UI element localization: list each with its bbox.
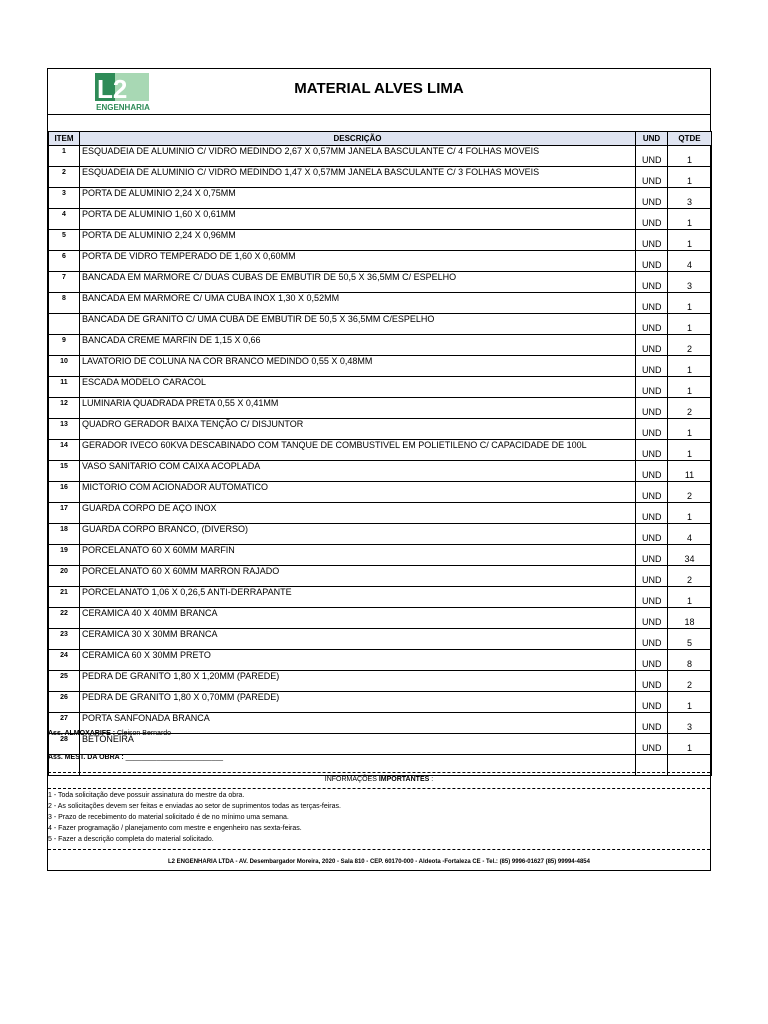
table-row <box>49 293 712 314</box>
item-cell: 9 <box>49 335 80 356</box>
quantity-cell: 1 <box>668 503 712 524</box>
unit-cell: UND <box>636 440 668 461</box>
table-row <box>49 356 712 377</box>
table-row <box>49 272 712 293</box>
logo-text: ENGENHARIA <box>96 103 150 112</box>
description-cell: CERAMICA 30 X 30MM BRANCA <box>80 629 636 650</box>
table-row <box>49 188 712 209</box>
page-title: MATERIAL ALVES LIMA <box>294 80 464 97</box>
item-cell: 18 <box>49 524 80 545</box>
unit-cell: UND <box>636 692 668 713</box>
item-cell: 28 <box>49 734 80 755</box>
table-row <box>49 503 712 524</box>
col-desc-header: DESCRIÇÃO <box>80 132 636 146</box>
unit-cell: UND <box>636 608 668 629</box>
item-cell: 16 <box>49 482 80 503</box>
mestre-label: Ass. MEST. DA OBRA : <box>48 754 124 761</box>
table-header-row <box>49 132 712 146</box>
quantity-cell: 8 <box>668 650 712 671</box>
logo-mark: L2 <box>97 74 128 104</box>
description-cell: GUARDA CORPO DE AÇO INOX <box>80 503 636 524</box>
signature-almoxarife <box>48 730 171 737</box>
table-row <box>49 419 712 440</box>
unit-cell: UND <box>636 503 668 524</box>
info-item: 3 - Prazo de recebimento do material solicitado é de no mínimo uma semana. <box>48 814 289 821</box>
quantity-cell: 34 <box>668 545 712 566</box>
item-cell: 19 <box>49 545 80 566</box>
description-cell: BANCADA DE GRANITO C/ UMA CUBA DE EMBUTIR DE 50,5 X 36,5MM C/ESPELHO <box>80 314 636 335</box>
description-cell: PORCELANATO 60 X 60MM MARRON RAJADO <box>80 566 636 587</box>
unit-cell: UND <box>636 251 668 272</box>
description-cell: ESQUADEIA DE ALUMINIO C/ VIDRO MEDINDO 2,67 X 0,57MM JANELA BASCULANTE C/ 4 FOLHAS MOVEIS <box>80 146 636 167</box>
unit-cell: UND <box>636 587 668 608</box>
item-cell: 11 <box>49 377 80 398</box>
table-row <box>49 335 712 356</box>
quantity-cell: 3 <box>668 272 712 293</box>
description-cell: GERADOR IVECO 60KVA DESCABINADO COM TANQUE DE COMBUSTIVEL EM POLIETILENO C/ CAPACIDADE DE 100L <box>80 440 636 461</box>
unit-cell: UND <box>636 209 668 230</box>
table-row <box>49 545 712 566</box>
footer-address: L2 ENGENHARIA LTDA - AV. Desembargador Moreira, 2020 - Sala 810 - CEP. 60170-000 - Aldeota -Fortaleza CE - Tel.: (85) 9996-01627 (85) 99994-4854 <box>168 859 590 865</box>
table-row <box>49 587 712 608</box>
description-cell: LAVATORIO DE COLUNA NA COR BRANCO MEDINDO 0,55 X 0,48MM <box>80 356 636 377</box>
unit-cell: UND <box>636 230 668 251</box>
item-cell: 14 <box>49 440 80 461</box>
info-item: 5 - Fazer a descrição completa do material solicitado. <box>48 836 214 843</box>
info-item: 1 - Toda solicitação deve possuir assinatura do mestre da obra. <box>48 792 245 799</box>
unit-cell: UND <box>636 377 668 398</box>
quantity-cell: 1 <box>668 692 712 713</box>
material-table <box>48 131 712 776</box>
item-cell: 5 <box>49 230 80 251</box>
unit-cell: UND <box>636 545 668 566</box>
quantity-cell: 1 <box>668 230 712 251</box>
description-cell: PORTA DE ALUMINIO 2,24 X 0,96MM <box>80 230 636 251</box>
unit-cell: UND <box>636 566 668 587</box>
unit-cell: UND <box>636 356 668 377</box>
info-title <box>48 776 710 783</box>
unit-cell: UND <box>636 713 668 734</box>
table-row <box>49 377 712 398</box>
quantity-cell: 1 <box>668 440 712 461</box>
quantity-cell: 2 <box>668 398 712 419</box>
quantity-cell: 1 <box>668 356 712 377</box>
description-cell: ESQUADEIA DE ALUMINIO C/ VIDRO MEDINDO 1,47 X 0,57MM JANELA BASCULANTE C/ 3 FOLHAS MOVEIS <box>80 167 636 188</box>
table-row <box>49 482 712 503</box>
unit-cell: UND <box>636 419 668 440</box>
quantity-cell: 4 <box>668 524 712 545</box>
col-item-header: ITEM <box>49 132 80 146</box>
quantity-cell: 2 <box>668 671 712 692</box>
item-cell: 22 <box>49 608 80 629</box>
unit-cell: UND <box>636 167 668 188</box>
quantity-cell: 1 <box>668 419 712 440</box>
table-row <box>49 398 712 419</box>
quantity-cell: 1 <box>668 167 712 188</box>
description-cell: BANCADA EM MARMORE C/ UMA CUBA INOX 1,30 X 0,52MM <box>80 293 636 314</box>
table-row <box>49 146 712 167</box>
divider <box>48 772 710 773</box>
unit-cell: UND <box>636 272 668 293</box>
table-row <box>49 671 712 692</box>
unit-cell: UND <box>636 314 668 335</box>
description-cell: CERAMICA 40 X 40MM BRANCA <box>80 608 636 629</box>
item-cell: 2 <box>49 167 80 188</box>
quantity-cell: 2 <box>668 566 712 587</box>
unit-cell: UND <box>636 461 668 482</box>
unit-cell: UND <box>636 188 668 209</box>
table-row <box>49 566 712 587</box>
item-cell: 23 <box>49 629 80 650</box>
description-cell: CERAMICA 60 X 30MM PRETO <box>80 650 636 671</box>
item-cell: 4 <box>49 209 80 230</box>
quantity-cell: 18 <box>668 608 712 629</box>
divider <box>48 849 710 850</box>
table-row <box>49 650 712 671</box>
description-cell: PORTA SANFONADA BRANCA <box>80 713 636 734</box>
description-cell: LUMINARIA QUADRADA PRETA 0,55 X 0,41MM <box>80 398 636 419</box>
description-cell: QUADRO GERADOR BAIXA TENÇÃO C/ DISJUNTOR <box>80 419 636 440</box>
almoxarife-value: Cleison Bernardo <box>116 730 172 737</box>
table-row <box>49 692 712 713</box>
quantity-cell: 2 <box>668 335 712 356</box>
quantity-cell: 1 <box>668 587 712 608</box>
info-item: 2 - As solicitações devem ser feitas e enviadas ao setor de suprimentos todas as terças-feiras. <box>48 803 341 810</box>
quantity-cell: 1 <box>668 293 712 314</box>
table-body <box>49 146 712 776</box>
item-cell: 7 <box>49 272 80 293</box>
table-row <box>49 629 712 650</box>
unit-cell: UND <box>636 482 668 503</box>
quantity-cell: 1 <box>668 209 712 230</box>
unit-cell: UND <box>636 671 668 692</box>
description-cell: PORTA DE ALUMINIO 2,24 X 0,75MM <box>80 188 636 209</box>
signature-mestre <box>48 754 223 761</box>
table-row <box>49 524 712 545</box>
unit-cell: UND <box>636 629 668 650</box>
quantity-cell: 3 <box>668 188 712 209</box>
description-cell: BANCADA EM MARMORE C/ DUAS CUBAS DE EMBUTIR DE 50,5 X 36,5MM C/ ESPELHO <box>80 272 636 293</box>
description-cell: GUARDA CORPO BRANCO, (DIVERSO) <box>80 524 636 545</box>
item-cell: 12 <box>49 398 80 419</box>
item-cell: 15 <box>49 461 80 482</box>
description-cell: MICTORIO COM ACIONADOR AUTOMATICO <box>80 482 636 503</box>
description-cell: PORCELANATO 60 X 60MM MARFIN <box>80 545 636 566</box>
unit-cell: UND <box>636 734 668 755</box>
unit-cell: UND <box>636 146 668 167</box>
table-row <box>49 461 712 482</box>
unit-cell: UND <box>636 650 668 671</box>
table-row <box>49 251 712 272</box>
quantity-cell: 1 <box>668 314 712 335</box>
description-cell: PORCELANATO 1,06 X 0,26,5 ANTI-DERRAPANTE <box>80 587 636 608</box>
item-cell: 26 <box>49 692 80 713</box>
quantity-cell: 1 <box>668 146 712 167</box>
table-row <box>49 314 712 335</box>
table-row <box>49 608 712 629</box>
item-cell: 8 <box>49 293 80 314</box>
item-cell: 25 <box>49 671 80 692</box>
col-qtde-header: QTDE <box>668 132 712 146</box>
unit-cell: UND <box>636 335 668 356</box>
item-cell <box>49 314 80 335</box>
info-list <box>48 790 341 845</box>
item-cell: 10 <box>49 356 80 377</box>
info-title-prefix: INFORMAÇÕES <box>324 776 377 783</box>
description-cell: PEDRA DE GRANITO 1,80 X 1,20MM (PAREDE) <box>80 671 636 692</box>
quantity-cell: 5 <box>668 629 712 650</box>
item-cell: 13 <box>49 419 80 440</box>
quantity-cell: 2 <box>668 482 712 503</box>
description-cell: PORTA DE ALUMINIO 1,60 X 0,61MM <box>80 209 636 230</box>
description-cell: PORTA DE VIDRO TEMPERADO DE 1,60 X 0,60MM <box>80 251 636 272</box>
quantity-cell: 1 <box>668 734 712 755</box>
quantity-cell: 4 <box>668 251 712 272</box>
table-row <box>49 440 712 461</box>
quantity-cell: 11 <box>668 461 712 482</box>
item-cell: 3 <box>49 188 80 209</box>
material-sheet <box>47 68 711 871</box>
quantity-cell: 3 <box>668 713 712 734</box>
sheet-header <box>48 69 710 115</box>
description-cell: BANCADA CREME MARFIN DE 1,15 X 0,66 <box>80 335 636 356</box>
item-cell: 21 <box>49 587 80 608</box>
divider <box>48 788 710 789</box>
table-row <box>49 167 712 188</box>
description-cell: PEDRA DE GRANITO 1,80 X 0,70MM (PAREDE) <box>80 692 636 713</box>
item-cell: 24 <box>49 650 80 671</box>
description-cell: VASO SANITARIO COM CAIXA ACOPLADA <box>80 461 636 482</box>
unit-cell: UND <box>636 293 668 314</box>
almoxarife-label: Ass. ALMOXARIFE : <box>48 730 116 737</box>
unit-cell: UND <box>636 524 668 545</box>
info-item: 4 - Fazer programação / planejamento com mestre e engenheiro nas sexta-feiras. <box>48 825 302 832</box>
item-cell: 27 <box>49 713 80 734</box>
item-cell: 6 <box>49 251 80 272</box>
item-cell: 1 <box>49 146 80 167</box>
info-title-bold: IMPORTANTES <box>378 776 430 783</box>
table-row <box>49 230 712 251</box>
quantity-cell: 1 <box>668 377 712 398</box>
description-cell: BETONEIRA <box>80 734 636 755</box>
col-und-header: UND <box>636 132 668 146</box>
unit-cell: UND <box>636 398 668 419</box>
item-cell: 17 <box>49 503 80 524</box>
table-row <box>49 209 712 230</box>
info-title-suffix: : <box>431 776 434 783</box>
description-cell: ESCADA MODELO CARACOL <box>80 377 636 398</box>
item-cell: 20 <box>49 566 80 587</box>
mestre-value: _________________________ <box>125 754 223 761</box>
